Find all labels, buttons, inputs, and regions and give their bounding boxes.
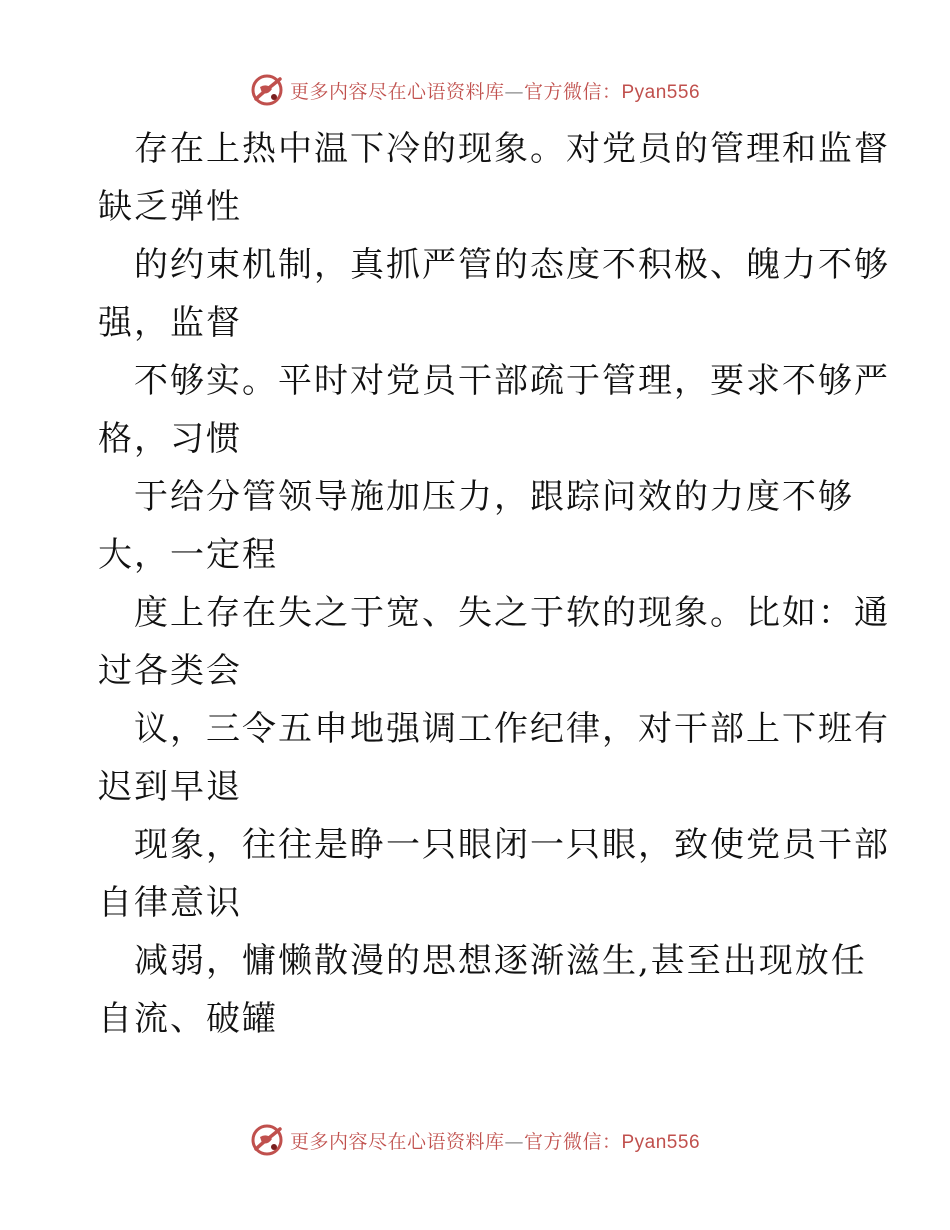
body-line-10: 过各类会 [98, 651, 242, 691]
document-body [98, 120, 890, 1048]
body-line-6: 格，习惯 [98, 419, 242, 459]
body-line-14: 自律意识 [98, 883, 242, 923]
body-line-8: 大，一定程 [98, 535, 278, 575]
body-line-16: 自流、破罐 [98, 999, 278, 1039]
header-banner-text [290, 77, 700, 104]
body-line-7: 于给分管领导施加压力，跟踪问效的力度不够 [134, 477, 854, 517]
body-line-3: 的约束机制，真抓严管的态度不积极、魄力不够 [134, 245, 890, 285]
brush-seal-logo-icon [250, 1123, 284, 1157]
footer-banner [0, 1120, 950, 1160]
header-wechat-label: 官方微信： [523, 80, 622, 103]
body-line-4: 强，监督 [98, 303, 242, 343]
footer-site-text: 更多内容尽在心语资料库 [289, 1130, 505, 1153]
footer-wechat-label: 官方微信： [523, 1130, 622, 1153]
body-line-12: 迟到早退 [98, 767, 242, 807]
body-line-2: 缺乏弹性 [98, 187, 242, 227]
body-line-5: 不够实。平时对党员干部疏于管理，要求不够严 [134, 361, 890, 401]
footer-separator: — [504, 1130, 524, 1153]
footer-wechat-id: Pyan556 [621, 1131, 701, 1153]
body-line-9: 度上存在失之于宽、失之于软的现象。比如：通 [134, 593, 890, 633]
header-separator: — [504, 80, 524, 103]
header-site-text: 更多内容尽在心语资料库 [289, 80, 505, 103]
brush-seal-logo-icon [250, 73, 284, 107]
body-line-15: 减弱，慵懒散漫的思想逐渐滋生,甚至出现放任 [134, 941, 867, 981]
footer-banner-text [290, 1127, 700, 1154]
header-wechat-id: Pyan556 [621, 81, 701, 103]
body-line-13: 现象，往往是睁一只眼闭一只眼，致使党员干部 [134, 825, 890, 865]
header-banner [0, 70, 950, 110]
body-line-11: 议，三令五申地强调工作纪律，对干部上下班有 [134, 709, 890, 749]
body-line-1: 存在上热中温下冷的现象。对党员的管理和监督 [134, 129, 890, 169]
